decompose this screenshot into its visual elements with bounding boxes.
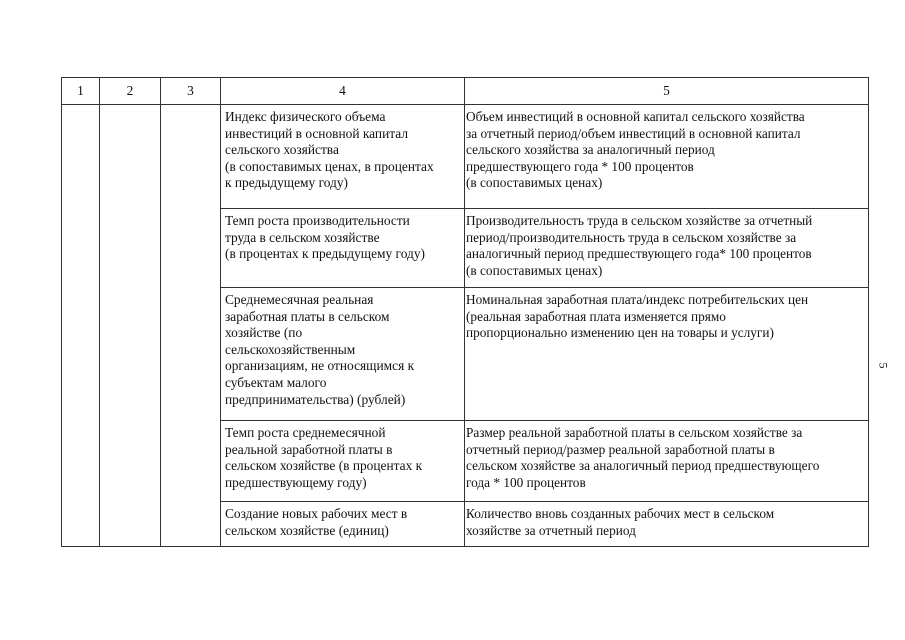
indicator-text: Темп роста производительности труда в сельском хозяйстве (в процентах к предыдущему году)	[225, 213, 425, 262]
table-row	[62, 105, 869, 209]
column-header-1: 1	[62, 78, 100, 105]
indicator-text: Среднемесячная реальная заработная платы в сельском хозяйстве (по сельскохозяйственным организациям, не относящимся к субъектам малого предпринимательства) (рублей)	[225, 292, 415, 407]
method-text: Производительность труда в сельском хозяйстве за отчетный период/производительность труда в сельском хозяйстве за аналогичный период предшествующего года* 100 процентов (в сопоставимых ценах)	[466, 213, 813, 278]
table-header-row	[62, 78, 869, 105]
method-cell	[465, 502, 869, 547]
indicator-cell	[221, 105, 465, 209]
column-3-cell	[161, 105, 221, 547]
column-header-4: 4	[221, 78, 465, 105]
method-text: Количество вновь созданных рабочих мест в сельском хозяйстве за отчетный период	[466, 506, 775, 538]
indicator-table	[61, 77, 869, 547]
method-text: Размер реальной заработной платы в сельском хозяйстве за отчетный период/размер реальной заработной платы в сельском хозяйстве за аналогичный период предшествующего года * 100 процентов	[466, 425, 820, 490]
method-cell	[465, 421, 869, 502]
column-2-cell	[100, 105, 161, 547]
indicator-text: Темп роста среднемесячной реальной заработной платы в сельском хозяйстве (в процентах к предшествующему году)	[225, 425, 423, 490]
page-number: 5	[876, 362, 891, 369]
indicator-cell	[221, 288, 465, 421]
method-text: Объем инвестиций в основной капитал сельского хозяйства за отчетный период/объем инвестиций в основной капитал сельского хозяйства за аналогичный период предшествующего года * 100 процентов (в сопоставимых ценах)	[466, 109, 805, 191]
column-header-5: 5	[465, 78, 869, 105]
column-header-2: 2	[100, 78, 161, 105]
column-1-cell	[62, 105, 100, 547]
method-cell	[465, 288, 869, 421]
indicator-cell	[221, 209, 465, 288]
indicator-text: Индекс физического объема инвестиций в основной капитал сельского хозяйства (в сопоставимых ценах, в процентах к предыдущему году)	[225, 109, 434, 191]
method-cell	[465, 105, 869, 209]
method-cell	[465, 209, 869, 288]
indicator-cell	[221, 502, 465, 547]
indicator-text: Создание новых рабочих мест в сельском хозяйстве (единиц)	[225, 506, 408, 538]
column-header-3: 3	[161, 78, 221, 105]
method-text: Номинальная заработная плата/индекс потребительских цен (реальная заработная плата изменяется прямо пропорционально изменению цен на товары и услуги)	[466, 292, 809, 341]
indicator-cell	[221, 421, 465, 502]
